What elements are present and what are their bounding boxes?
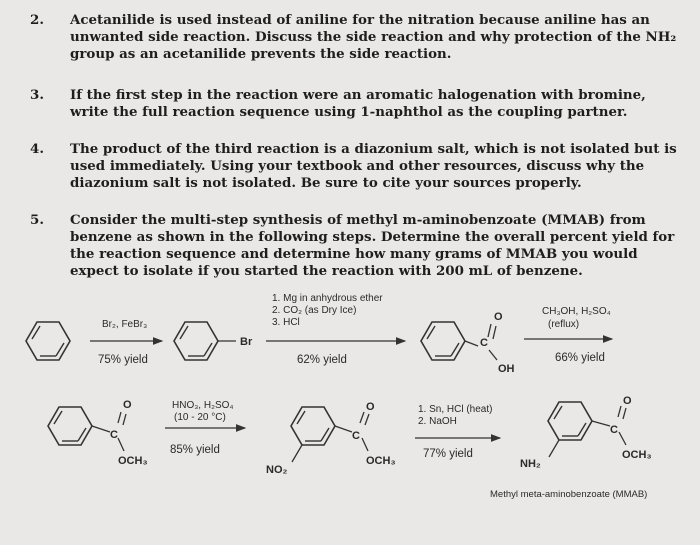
bromine-label: Br bbox=[240, 336, 253, 348]
oxygen-label: O bbox=[623, 395, 632, 407]
nitro-label: NO₂ bbox=[266, 464, 288, 476]
step3-reagent-2: (reflux) bbox=[548, 319, 580, 330]
product-caption: Methyl meta-aminobenzoate (MMAB) bbox=[490, 489, 648, 500]
question-number: 2. bbox=[30, 12, 44, 28]
step5-reagent-1: 1. Sn, HCl (heat) bbox=[418, 404, 493, 415]
question-text: Consider the multi-step synthesis of methyl m-aminobenzoate (MMAB) from benzene as shown in the following steps. Determine the overall percent yield for the reaction sequence and determine how many grams of MMAB you would expect to isolate if you started the reaction with 200 mL of benzene. bbox=[70, 212, 675, 279]
carbon-label: C bbox=[610, 424, 618, 436]
step4-reagent-1: HNO₃, H₂SO₄ bbox=[172, 400, 234, 411]
bromobenzene-structure bbox=[174, 322, 218, 360]
carbon-label: C bbox=[480, 337, 488, 349]
question-text: The product of the third reaction is a diazonium salt, which is not isolated but is used immediately. Using your textbook and other resources, discuss why the diazonium salt is not isolated. Be sure to cite your sources properly. bbox=[70, 141, 677, 191]
step2-reagent-3: 3. HCl bbox=[272, 317, 300, 328]
step1-reagents: Br₂, FeBr₃ bbox=[102, 319, 148, 330]
step2-reagent-1: 1. Mg in anhydrous ether bbox=[272, 293, 383, 304]
step1-yield: 75% yield bbox=[98, 354, 148, 366]
question-number: 3. bbox=[30, 87, 44, 103]
question-text: If the first step in the reaction were an aromatic halogenation with bromine, write the full reaction sequence using 1-naphthol as the coupling partner. bbox=[70, 87, 646, 120]
question-number: 5. bbox=[30, 212, 44, 228]
question-text: Acetanilide is used instead of aniline for the nitration because aniline has an unwanted side reaction. Discuss the side reaction and why protection of the NH₂ group as an acetanilide prevents the side reaction. bbox=[70, 12, 677, 62]
oxygen-label: O bbox=[366, 401, 375, 413]
carbon-label: C bbox=[352, 430, 360, 442]
oxygen-label: O bbox=[123, 399, 132, 411]
amino-label: NH₂ bbox=[520, 458, 541, 470]
carbon-label: C bbox=[110, 429, 118, 441]
step3-yield: 66% yield bbox=[555, 352, 605, 364]
hydroxyl-label: OH bbox=[498, 363, 515, 375]
step5-reagent-2: 2. NaOH bbox=[418, 416, 457, 427]
methoxy-label: OCH₃ bbox=[118, 455, 148, 467]
step2-reagent-2: 2. CO₂ (as Dry Ice) bbox=[272, 305, 357, 316]
step3-reagent-1: CH₃OH, H₂SO₄ bbox=[542, 306, 611, 317]
methoxy-label: OCH₃ bbox=[622, 449, 652, 461]
step2-yield: 62% yield bbox=[297, 354, 347, 366]
step4-reagent-2: (10 - 20 °C) bbox=[174, 412, 226, 423]
step4-yield: 85% yield bbox=[170, 444, 220, 456]
question-number: 4. bbox=[30, 141, 44, 157]
synthesis-scheme bbox=[0, 286, 700, 545]
oxygen-label: O bbox=[494, 311, 503, 323]
benzene-structure bbox=[26, 322, 70, 360]
step5-yield: 77% yield bbox=[423, 448, 473, 460]
methoxy-label: OCH₃ bbox=[366, 455, 396, 467]
